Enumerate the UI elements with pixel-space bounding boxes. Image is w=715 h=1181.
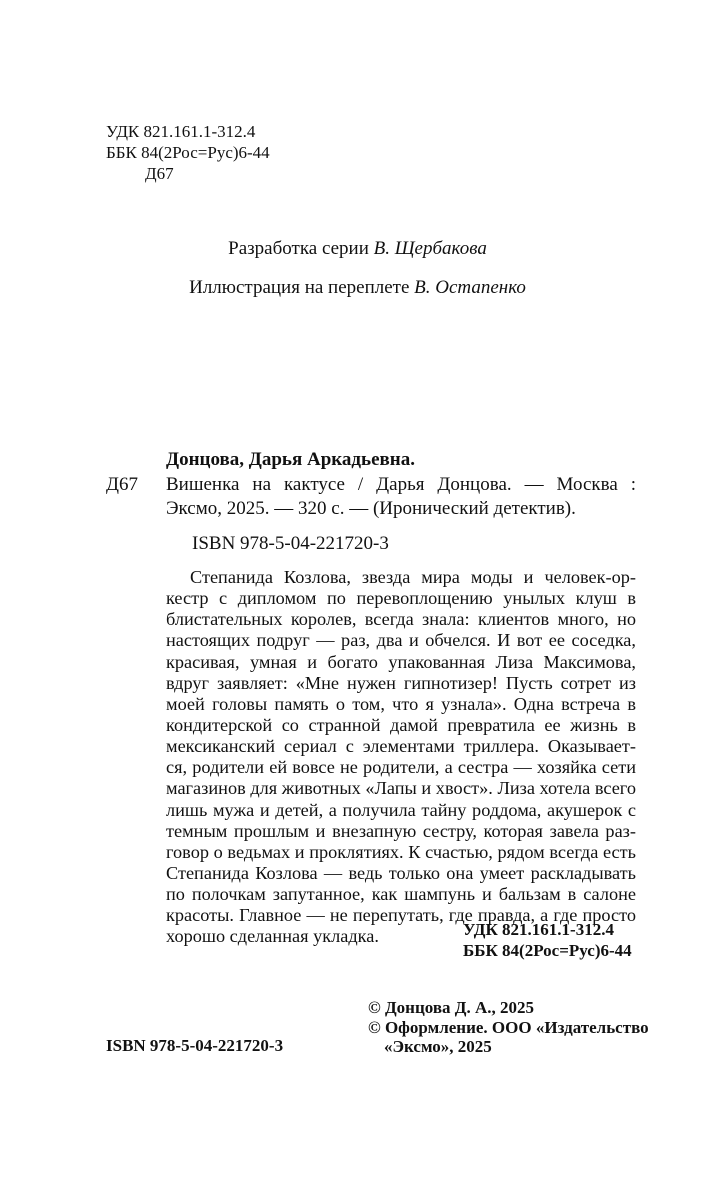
footer-udk-code: УДК 821.161.1-312.4	[463, 920, 614, 939]
annotation-line: блистательных королев, всегда знала: клиентов много, но	[166, 609, 636, 630]
annotation-line: вдруг заявляет: «Мне нужен гипнотизер! Пусть сотрет из	[166, 672, 636, 693]
bibliographic-description-line-2: Эксмо, 2025. — 320 с. — (Иронический детектив).	[166, 498, 576, 519]
annotation-line: моей головы память о том, что я узнала». Одна встреча в	[166, 693, 636, 714]
annotation-line: Степанида Козлова, звезда мира моды и человек-ор-	[190, 567, 636, 587]
copyright-author: © Донцова Д. А., 2025	[368, 998, 534, 1017]
annotation	[166, 567, 636, 948]
illustration-credit-label: Иллюстрация на переплете	[189, 277, 410, 298]
annotation-line: красивая, умная и богато упакованная Лиза Максимова,	[166, 651, 636, 672]
annotation-line: по полочкам запутанное, как шампунь и бальзам в салоне	[166, 884, 636, 905]
catalog-author-sign: Д67	[106, 474, 138, 495]
annotation-line: магазинов для животных «Лапы и хвост». Лиза хотела всего	[166, 778, 636, 799]
annotation-line: хорошо сделанная укладка.	[166, 926, 379, 947]
series-credit-label: Разработка серии	[228, 238, 369, 259]
footer-isbn: ISBN 978-5-04-221720-3	[106, 1036, 284, 1055]
annotation-line: настоящих подруг — раз, два и обчелся. И вот ее соседка,	[166, 630, 636, 651]
annotation-line: мексиканский сериал с элементами триллера. Оказывает-	[166, 736, 636, 757]
annotation-line: темным прошлым и внезапную сестру, которая завела раз-	[166, 820, 636, 841]
footer-bbk-code: ББК 84(2Рос=Рус)6-44	[463, 941, 632, 960]
catalog-isbn: ISBN 978-5-04-221720-3	[192, 533, 389, 554]
bbk-code: ББК 84(2Рос=Рус)6-44	[106, 143, 270, 162]
annotation-line: кестр с дипломом по перевоплощению унылых клуш в	[166, 588, 636, 609]
copyright-design-line-1: © Оформление. ООО «Издательство	[368, 1018, 649, 1037]
annotation-line: лишь мужа и детей, а получила тайну роддома, акушерок с	[166, 799, 636, 820]
annotation-line: Степанида Козлова — ведь только она умеет раскладывать	[166, 862, 636, 883]
series-credit	[0, 237, 715, 260]
udk-code: УДК 821.161.1-312.4	[106, 122, 256, 141]
author-sign: Д67	[145, 164, 174, 183]
annotation-line: красоты. Главное — не перепутать, где правда, а где просто	[166, 905, 636, 926]
illustration-credit-name: В. Остапенко	[414, 277, 526, 298]
annotation-line: говор о ведьмах и проклятиях. К счастью, рядом всегда есть	[166, 841, 636, 862]
bibliographic-description-line-1: Вишенка на кактусе / Дарья Донцова. — Москва :	[166, 474, 636, 495]
series-credit-name: В. Щербакова	[373, 238, 487, 259]
author-heading: Донцова, Дарья Аркадьевна.	[166, 449, 415, 470]
copyright-design-line-2: «Эксмо», 2025	[384, 1037, 492, 1056]
annotation-line: кондитерской со странной дамой превратила ее жизнь в	[166, 714, 636, 735]
annotation-line: ся, родители ей вовсе не родители, а сестра — хозяйка сети	[166, 757, 636, 778]
illustration-credit	[0, 276, 715, 299]
